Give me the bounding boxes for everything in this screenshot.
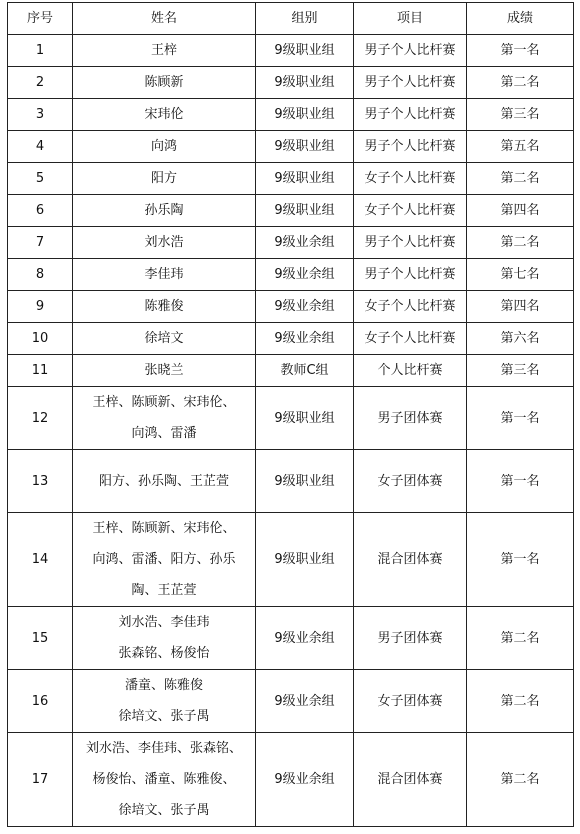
cell-result: 第一名 bbox=[467, 450, 574, 513]
table-row bbox=[8, 513, 574, 607]
cell-event: 男子个人比杆赛 bbox=[354, 131, 467, 163]
cell-group: 9级职业组 bbox=[256, 450, 354, 513]
cell-no: 4 bbox=[8, 131, 73, 163]
cell-no: 7 bbox=[8, 227, 73, 259]
cell-group: 9级业余组 bbox=[256, 259, 354, 291]
table-row bbox=[8, 163, 574, 195]
cell-name: 阳方、孙乐陶、王芷萱 bbox=[73, 450, 256, 513]
header-cell-name: 姓名 bbox=[73, 3, 256, 35]
cell-no: 17 bbox=[8, 733, 73, 827]
table-row bbox=[8, 387, 574, 450]
cell-result: 第二名 bbox=[467, 733, 574, 827]
cell-no: 6 bbox=[8, 195, 73, 227]
cell-event: 男子个人比杆赛 bbox=[354, 67, 467, 99]
cell-event: 女子团体赛 bbox=[354, 450, 467, 513]
cell-no: 10 bbox=[8, 323, 73, 355]
cell-no: 8 bbox=[8, 259, 73, 291]
cell-event: 男子个人比杆赛 bbox=[354, 35, 467, 67]
table-row bbox=[8, 195, 574, 227]
cell-result: 第二名 bbox=[467, 607, 574, 670]
cell-event: 混合团体赛 bbox=[354, 513, 467, 607]
header-cell-group: 组别 bbox=[256, 3, 354, 35]
cell-no: 14 bbox=[8, 513, 73, 607]
cell-name: 潘童、陈雅俊 徐培文、张子禺 bbox=[73, 670, 256, 733]
cell-group: 9级业余组 bbox=[256, 291, 354, 323]
cell-no: 16 bbox=[8, 670, 73, 733]
cell-result: 第二名 bbox=[467, 163, 574, 195]
table-row bbox=[8, 607, 574, 670]
table-row bbox=[8, 291, 574, 323]
table-row bbox=[8, 259, 574, 291]
cell-group: 9级职业组 bbox=[256, 163, 354, 195]
cell-name: 陈顾新 bbox=[73, 67, 256, 99]
cell-name: 王梓 bbox=[73, 35, 256, 67]
cell-no: 1 bbox=[8, 35, 73, 67]
cell-result: 第一名 bbox=[467, 387, 574, 450]
cell-name: 刘水浩 bbox=[73, 227, 256, 259]
table-row bbox=[8, 323, 574, 355]
cell-group: 9级职业组 bbox=[256, 35, 354, 67]
cell-result: 第二名 bbox=[467, 67, 574, 99]
cell-event: 男子个人比杆赛 bbox=[354, 99, 467, 131]
results-table bbox=[7, 2, 574, 827]
cell-no: 13 bbox=[8, 450, 73, 513]
cell-group: 9级职业组 bbox=[256, 131, 354, 163]
cell-result: 第一名 bbox=[467, 513, 574, 607]
cell-result: 第三名 bbox=[467, 99, 574, 131]
cell-name: 张晓兰 bbox=[73, 355, 256, 387]
cell-no: 15 bbox=[8, 607, 73, 670]
cell-event: 女子团体赛 bbox=[354, 670, 467, 733]
table-row bbox=[8, 733, 574, 827]
cell-group: 9级业余组 bbox=[256, 670, 354, 733]
header-row bbox=[8, 3, 574, 35]
cell-event: 男子团体赛 bbox=[354, 607, 467, 670]
cell-result: 第二名 bbox=[467, 227, 574, 259]
cell-name: 宋玮伦 bbox=[73, 99, 256, 131]
cell-group: 9级业余组 bbox=[256, 227, 354, 259]
cell-name: 刘水浩、李佳玮、张森铭、 杨俊怡、潘童、陈雅俊、 徐培文、张子禺 bbox=[73, 733, 256, 827]
cell-event: 男子个人比杆赛 bbox=[354, 227, 467, 259]
cell-no: 11 bbox=[8, 355, 73, 387]
cell-name: 刘水浩、李佳玮 张森铭、杨俊怡 bbox=[73, 607, 256, 670]
cell-name: 陈雅俊 bbox=[73, 291, 256, 323]
cell-name: 徐培文 bbox=[73, 323, 256, 355]
header-cell-event: 项目 bbox=[354, 3, 467, 35]
cell-group: 9级职业组 bbox=[256, 387, 354, 450]
cell-result: 第三名 bbox=[467, 355, 574, 387]
table-row bbox=[8, 99, 574, 131]
cell-no: 3 bbox=[8, 99, 73, 131]
header-cell-no: 序号 bbox=[8, 3, 73, 35]
cell-result: 第二名 bbox=[467, 670, 574, 733]
cell-no: 2 bbox=[8, 67, 73, 99]
cell-result: 第七名 bbox=[467, 259, 574, 291]
table-row bbox=[8, 67, 574, 99]
cell-group: 9级职业组 bbox=[256, 99, 354, 131]
cell-result: 第四名 bbox=[467, 291, 574, 323]
cell-event: 男子个人比杆赛 bbox=[354, 259, 467, 291]
cell-result: 第六名 bbox=[467, 323, 574, 355]
table-row bbox=[8, 35, 574, 67]
cell-name: 王梓、陈顾新、宋玮伦、 向鸿、雷潘 bbox=[73, 387, 256, 450]
table-row bbox=[8, 355, 574, 387]
table-row bbox=[8, 131, 574, 163]
cell-name: 向鸿 bbox=[73, 131, 256, 163]
cell-group: 9级职业组 bbox=[256, 195, 354, 227]
cell-group: 教师C组 bbox=[256, 355, 354, 387]
cell-event: 女子个人比杆赛 bbox=[354, 323, 467, 355]
cell-no: 5 bbox=[8, 163, 73, 195]
cell-name: 李佳玮 bbox=[73, 259, 256, 291]
cell-result: 第一名 bbox=[467, 35, 574, 67]
cell-event: 女子个人比杆赛 bbox=[354, 195, 467, 227]
cell-event: 女子个人比杆赛 bbox=[354, 291, 467, 323]
cell-event: 混合团体赛 bbox=[354, 733, 467, 827]
cell-group: 9级业余组 bbox=[256, 607, 354, 670]
cell-group: 9级职业组 bbox=[256, 513, 354, 607]
cell-name: 孙乐陶 bbox=[73, 195, 256, 227]
cell-result: 第五名 bbox=[467, 131, 574, 163]
table-row bbox=[8, 450, 574, 513]
cell-no: 9 bbox=[8, 291, 73, 323]
cell-no: 12 bbox=[8, 387, 73, 450]
table-row bbox=[8, 227, 574, 259]
header-cell-result: 成绩 bbox=[467, 3, 574, 35]
cell-group: 9级业余组 bbox=[256, 733, 354, 827]
cell-name: 王梓、陈顾新、宋玮伦、 向鸿、雷潘、阳方、孙乐 陶、王芷萱 bbox=[73, 513, 256, 607]
cell-name: 阳方 bbox=[73, 163, 256, 195]
cell-event: 个人比杆赛 bbox=[354, 355, 467, 387]
table-row bbox=[8, 670, 574, 733]
cell-group: 9级业余组 bbox=[256, 323, 354, 355]
cell-group: 9级职业组 bbox=[256, 67, 354, 99]
cell-result: 第四名 bbox=[467, 195, 574, 227]
cell-event: 女子个人比杆赛 bbox=[354, 163, 467, 195]
cell-event: 男子团体赛 bbox=[354, 387, 467, 450]
